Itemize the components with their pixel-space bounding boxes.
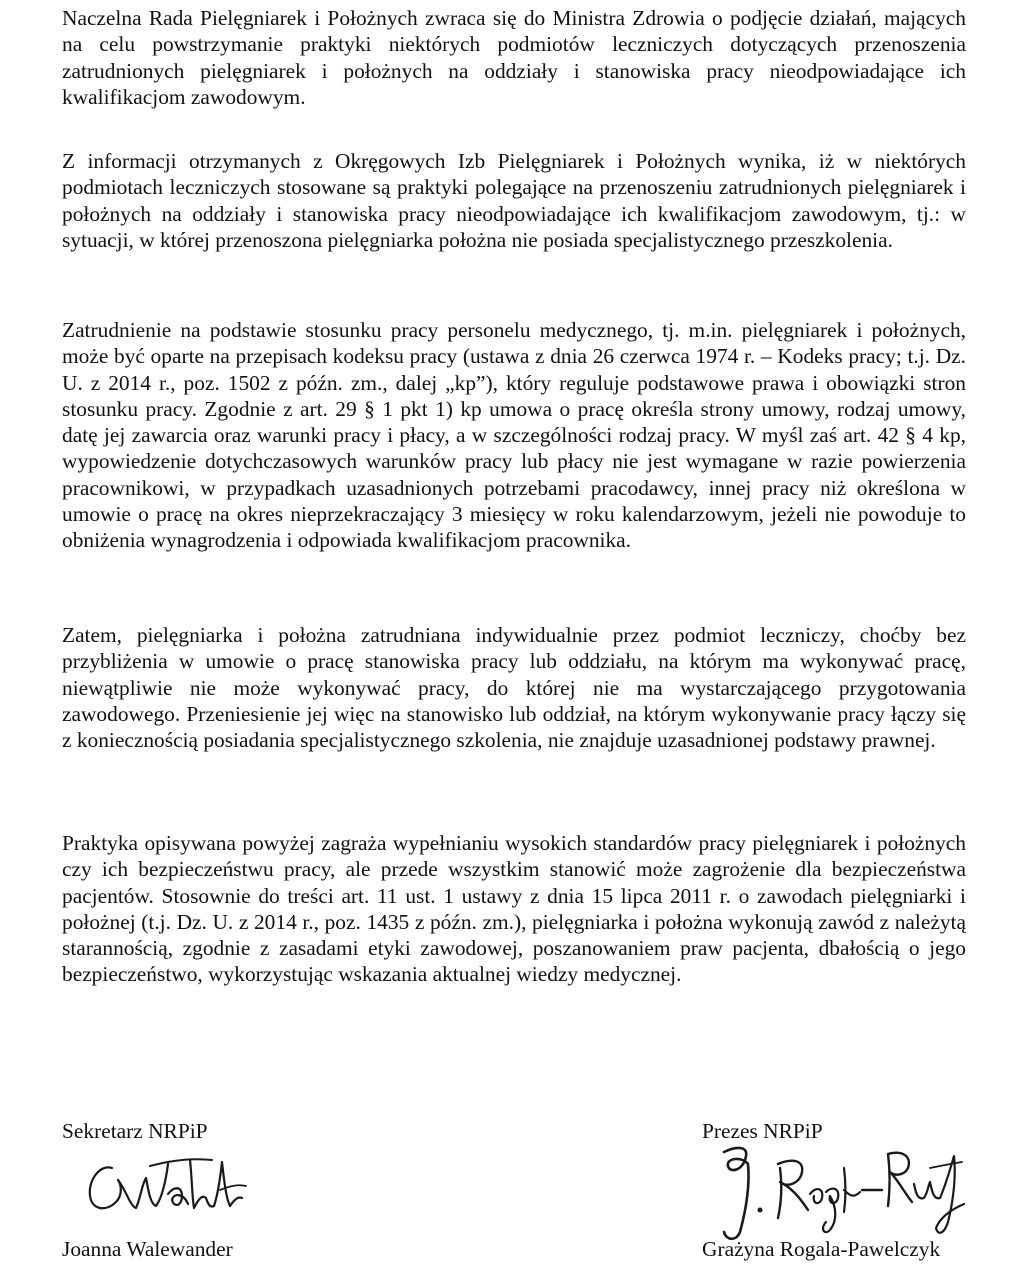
paragraph-4: Zatem, pielęgniarka i położna zatrudniana indywidualnie przez podmiot leczniczy, choćby bez przybliżenia w umowie o pracę stanowiska pracy lub oddziału, na którym ma wykonywać pracę, niewątpliwie nie może wykonywać pracy, do której nie ma wystarczającego przygotowania zawodowego. Przeniesienie jej więc na stanowisko lub oddział, na którym wykonywanie pracy łączy się z koniecznością posiadania specjalistycznego szkolenia, nie znajduje uzasadnionej podstawy prawnej. (62, 623, 966, 753)
president-name: Grażyna Rogala-Pawelczyk (702, 1237, 941, 1261)
paragraph-3: Zatrudnienie na podstawie stosunku pracy personelu medycznego, tj. m.in. pielęgniarek i położnych, może być oparte na przepisach kodeksu pracy (ustawa z dnia 26 czerwca 1974 r. – Kodeks pracy; t.j. Dz. U. z 2014 r., poz. 1502 z późn. zm., dalej „kp”), który reguluje podstawowe prawa i obowiązki stron stosunku pracy. Zgodnie z art. 29 § 1 pkt 1) kp umowa o pracę określa strony umowy, rodzaj umowy, datę jej zawarcia oraz warunki pracy i płacy, a w szczególności rodzaj pracy. W myśl zaś art. 42 § 4 kp, wypowiedzenie dotychczasowych warunków pracy lub płacy nie jest wymagane w razie powierzenia pracownikowi, w przypadkach uzasadnionych potrzebami pracodawcy, innej pracy niż określona w umowie o pracę na okres nieprzekraczający 3 miesięcy w roku kalendarzowym, jeżeli nie powoduje to obniżenia wynagrodzenia i odpowiada kwalifikacjom pracownika. (62, 318, 966, 553)
secretary-name: Joanna Walewander (62, 1237, 233, 1261)
secretary-title: Sekretarz NRPiP (62, 1119, 208, 1143)
president-title: Prezes NRPiP (702, 1119, 823, 1143)
president-signature-image (718, 1140, 968, 1245)
secretary-signature-image (82, 1150, 252, 1220)
paragraph-5: Praktyka opisywana powyżej zagraża wypełnianiu wysokich standardów pracy pielęgniarek i położnych czy ich bezpieczeństwu pracy, ale przede wszystkim stanowić może zagrożenie dla bezpieczeństwa pacjentów. Stosownie do treści art. 11 ust. 1 ustawy z dnia 15 lipca 2011 r. o zawodach pielęgniarki i położnej (t.j. Dz. U. z 2014 r., poz. 1435 z późn. zm.), pielęgniarka i położna wykonują zawód z należytą starannością, zgodnie z zasadami etyki zawodowej, poszanowaniem praw pacjenta, dbałością o jego bezpieczeństwo, wykorzystując wskazania aktualnej wiedzy medycznej. (62, 831, 966, 987)
paragraph-2: Z informacji otrzymanych z Okręgowych Izb Pielęgniarek i Położnych wynika, iż w niektórych podmiotach leczniczych stosowane są praktyki polegające na przenoszeniu zatrudnionych pielęgniarek i położnych na oddziały i stanowiska pracy nieodpowiadające ich kwalifikacjom zawodowym, tj.: w sytuacji, w której przenoszona pielęgniarka położna nie posiada specjalistycznego przeszkolenia. (62, 149, 966, 252)
paragraph-1: Naczelna Rada Pielęgniarek i Położnych zwraca się do Ministra Zdrowia o podjęcie działań, mających na celu powstrzymanie praktyki niektórych podmiotów leczniczych dotyczących przenoszenia zatrudnionych pielęgniarek i położnych na oddziały i stanowiska pracy nieodpowiadające ich kwalifikacjom zawodowym. (62, 6, 966, 109)
